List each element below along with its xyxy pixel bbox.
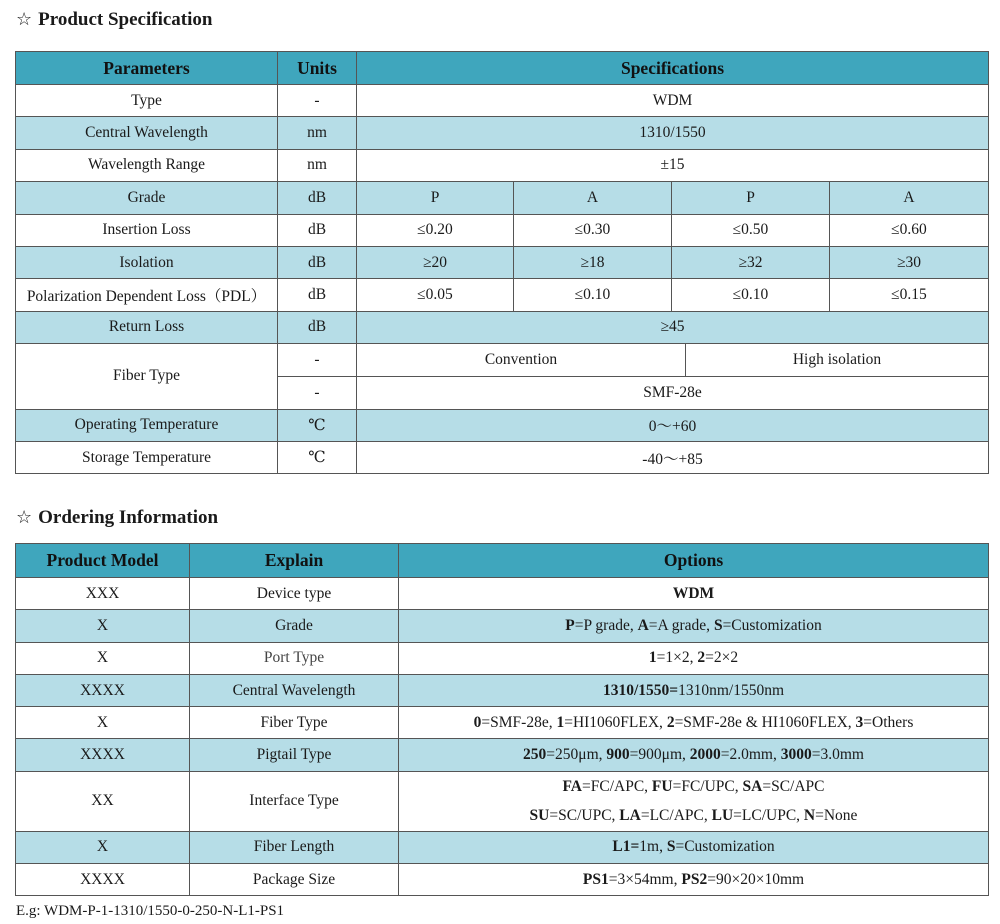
option-code: 900 <box>606 746 630 764</box>
spec-section-title <box>16 8 212 32</box>
spec-cell: SMF-28e <box>357 377 989 409</box>
option-text: =A grade, <box>648 616 714 634</box>
option-code: 3 <box>855 713 864 731</box>
spec-cell: -40～+85 <box>357 441 989 473</box>
spec-cell: WDM <box>357 85 989 117</box>
spec-cell: ≤0.50 <box>672 214 830 246</box>
options-cell <box>399 578 989 610</box>
spec-row-wavelength-range <box>16 149 989 181</box>
options-cell <box>399 864 989 896</box>
option-code: SA <box>742 778 763 796</box>
option-code: FU <box>651 778 673 796</box>
spec-cell: A <box>830 182 989 214</box>
option-code: 250 <box>523 746 547 764</box>
spec-cell: ≤0.05 <box>357 279 514 311</box>
spec-cell: ≤0.10 <box>672 279 830 311</box>
option-text: =HI1060FLEX, <box>564 713 667 731</box>
option-text: =FC/UPC, <box>672 778 743 796</box>
header-options: Options <box>399 544 989 578</box>
model-cell: XXXX <box>16 864 190 896</box>
param-cell: Central Wavelength <box>16 117 278 149</box>
option-code: P <box>565 616 575 634</box>
spec-cell: ≥32 <box>672 246 830 278</box>
unit-cell: nm <box>278 149 357 181</box>
option-code: A <box>637 616 649 634</box>
spec-row-central-wavelength <box>16 117 989 149</box>
unit-cell: dB <box>278 311 357 343</box>
order-row-device-type <box>16 578 989 610</box>
option-text: =2.0mm, <box>720 746 781 764</box>
option-code: 0 <box>473 713 482 731</box>
option-code: S <box>713 616 723 634</box>
order-row-port-type <box>16 642 989 674</box>
spec-cell: ≤0.60 <box>830 214 989 246</box>
explain-cell: Port Type <box>190 642 399 674</box>
param-cell: Type <box>16 85 278 117</box>
spec-row-fiber-type <box>16 344 989 377</box>
param-cell: Grade <box>16 182 278 214</box>
order-row-grade <box>16 610 989 642</box>
options-cell <box>399 674 989 706</box>
fiber-type-split-cell <box>357 344 989 377</box>
spec-cell: P <box>672 182 830 214</box>
spec-row-type <box>16 85 989 117</box>
spec-row-insertion-loss <box>16 214 989 246</box>
explain-cell: Fiber Type <box>190 707 399 739</box>
spec-table <box>15 51 989 474</box>
option-text: =3×54mm, <box>608 870 682 888</box>
option-text: =Others <box>863 713 914 731</box>
order-row-interface-type <box>16 771 989 831</box>
param-cell: Isolation <box>16 246 278 278</box>
spec-cell: A <box>514 182 672 214</box>
option-text: =1×2, <box>656 649 698 667</box>
option-text: =SMF-28e, <box>481 713 557 731</box>
option-code: FA <box>562 778 582 796</box>
unit-cell: ℃ <box>278 441 357 473</box>
param-cell: Fiber Type <box>16 344 278 409</box>
option-code: 1 <box>556 713 565 731</box>
spec-cell: ≥45 <box>357 311 989 343</box>
spec-cell: ±15 <box>357 149 989 181</box>
option-code: PS1 <box>582 870 609 888</box>
options-cell <box>399 771 989 831</box>
explain-cell: Interface Type <box>190 771 399 831</box>
header-specifications: Specifications <box>357 52 989 85</box>
option-code: LA <box>619 807 641 825</box>
unit-cell: dB <box>278 182 357 214</box>
options-cell <box>399 610 989 642</box>
option-text: =SC/APC <box>762 778 825 796</box>
spec-row-isolation <box>16 246 989 278</box>
option-code: N <box>803 807 816 825</box>
param-cell: Wavelength Range <box>16 149 278 181</box>
param-cell: Operating Temperature <box>16 409 278 441</box>
param-cell: Return Loss <box>16 311 278 343</box>
unit-cell: - <box>278 85 357 117</box>
header-units: Units <box>278 52 357 85</box>
option-text: =900μm, <box>629 746 690 764</box>
explain-cell: Grade <box>190 610 399 642</box>
option-text: =P grade, <box>574 616 638 634</box>
spec-row-return-loss <box>16 311 989 343</box>
unit-cell: nm <box>278 117 357 149</box>
spec-row-pdl <box>16 279 989 311</box>
option-text: =SC/UPC, <box>549 807 620 825</box>
option-text: =2×2 <box>705 649 739 667</box>
explain-cell: Fiber Length <box>190 831 399 863</box>
model-cell: X <box>16 707 190 739</box>
options-line <box>403 772 984 801</box>
option-code: PS2 <box>681 870 708 888</box>
unit-cell: dB <box>278 279 357 311</box>
spec-row-operating-temp <box>16 409 989 441</box>
order-row-central-wavelength <box>16 674 989 706</box>
ordering-example: E.g: WDM-P-1-1310/1550-0-250-N-L1-PS1 <box>16 903 285 919</box>
option-code: 2000 <box>689 746 721 764</box>
spec-cell: ≤0.15 <box>830 279 989 311</box>
option-text: =LC/APC, <box>640 807 712 825</box>
option-code: 1 <box>648 649 657 667</box>
param-cell: Storage Temperature <box>16 441 278 473</box>
order-row-pigtail-type <box>16 739 989 771</box>
explain-cell: Central Wavelength <box>190 674 399 706</box>
option-text: =FC/APC, <box>582 778 652 796</box>
option-code: 1310/1550= <box>602 681 679 699</box>
spec-cell: 1310/1550 <box>357 117 989 149</box>
spec-cell: ≥18 <box>514 246 672 278</box>
model-cell: XXXX <box>16 739 190 771</box>
options-cell <box>399 642 989 674</box>
unit-cell: ℃ <box>278 409 357 441</box>
unit-cell: dB <box>278 246 357 278</box>
spec-cell: High isolation <box>792 351 882 369</box>
options-cell <box>399 707 989 739</box>
param-cell: Insertion Loss <box>16 214 278 246</box>
model-cell: XX <box>16 771 190 831</box>
spec-cell: ≤0.20 <box>357 214 514 246</box>
order-row-package-size <box>16 864 989 896</box>
option-text: =Customization <box>722 616 822 634</box>
spec-row-grade <box>16 182 989 214</box>
option-text: =Customization <box>675 838 775 856</box>
option-text: =90×20×10mm <box>707 870 805 888</box>
unit-cell: - <box>278 377 357 409</box>
option-code: LU <box>711 807 734 825</box>
param-cell: Polarization Dependent Loss（PDL） <box>16 279 278 311</box>
option-code: WDM <box>672 584 715 602</box>
star-icon: ☆ <box>16 9 33 30</box>
option-code: 2 <box>697 649 706 667</box>
header-parameters: Parameters <box>16 52 278 85</box>
model-cell: XXXX <box>16 674 190 706</box>
order-row-fiber-type <box>16 707 989 739</box>
order-row-fiber-length <box>16 831 989 863</box>
order-table <box>15 543 989 896</box>
spec-row-storage-temp <box>16 441 989 473</box>
options-line <box>403 801 984 830</box>
explain-cell: Pigtail Type <box>190 739 399 771</box>
spec-cell: ≥30 <box>830 246 989 278</box>
spec-header-row <box>16 52 989 85</box>
option-text: =SMF-28e & HI1060FLEX, <box>674 713 856 731</box>
spec-cell: Convention <box>357 344 686 376</box>
unit-cell: - <box>278 344 357 377</box>
option-text: =250μm, <box>546 746 607 764</box>
option-text: =LC/UPC, <box>733 807 804 825</box>
explain-cell: Device type <box>190 578 399 610</box>
model-cell: X <box>16 642 190 674</box>
option-text: 1m, <box>639 838 667 856</box>
option-text: 1310nm/1550nm <box>678 681 785 699</box>
spec-cell: ≤0.10 <box>514 279 672 311</box>
unit-cell: dB <box>278 214 357 246</box>
option-code: 2 <box>666 713 675 731</box>
explain-cell: Package Size <box>190 864 399 896</box>
order-header-row <box>16 544 989 578</box>
options-cell <box>399 739 989 771</box>
option-code: L1= <box>612 838 640 856</box>
header-product-model: Product Model <box>16 544 190 578</box>
spec-cell: 0～+60 <box>357 409 989 441</box>
option-text: =None <box>815 807 858 825</box>
model-cell: XXX <box>16 578 190 610</box>
option-text: =3.0mm <box>811 746 864 764</box>
options-cell <box>399 831 989 863</box>
order-section-title <box>16 506 218 530</box>
header-explain: Explain <box>190 544 399 578</box>
spec-section-title-text: Product Specification <box>38 9 213 30</box>
spec-cell: P <box>357 182 514 214</box>
model-cell: X <box>16 610 190 642</box>
spec-cell: ≤0.30 <box>514 214 672 246</box>
option-code: SU <box>529 807 550 825</box>
star-icon: ☆ <box>16 507 33 528</box>
option-code: 3000 <box>780 746 812 764</box>
option-code: S <box>666 838 676 856</box>
order-section-title-text: Ordering Information <box>38 507 219 528</box>
spec-cell: ≥20 <box>357 246 514 278</box>
model-cell: X <box>16 831 190 863</box>
